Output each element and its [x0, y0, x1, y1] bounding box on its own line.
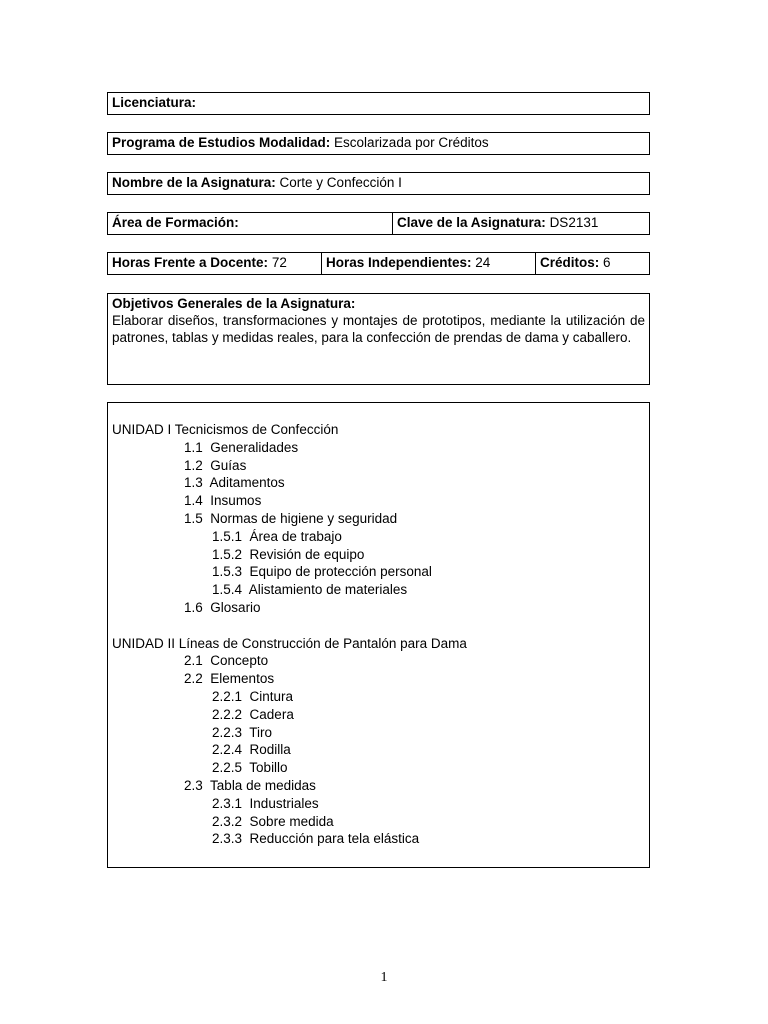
- creditos-value: 6: [603, 255, 611, 270]
- list-item: 1.2 Guías: [184, 457, 247, 473]
- list-subitem: 2.2.3 Tiro: [212, 724, 273, 740]
- list-item: 2.2 Elementos: [184, 671, 275, 687]
- horas-box: [107, 252, 650, 275]
- list-subitem: 1.5.2 Revisión de equipo: [212, 546, 365, 562]
- area-label: Área de Formación:: [112, 215, 239, 230]
- horas-docente-value: 72: [271, 255, 287, 270]
- programa-box: [107, 132, 650, 155]
- programa-label: Programa de Estudios Modalidad:: [112, 135, 331, 150]
- programa-cell: [108, 133, 649, 154]
- objetivos-box: [107, 293, 650, 385]
- list-item: 1.1 Generalidades: [184, 439, 299, 455]
- objetivos-title: Objetivos Generales de la Asignatura:: [112, 296, 356, 311]
- horas-docente-label: Horas Frente a Docente:: [112, 255, 269, 270]
- spacer: [112, 617, 645, 635]
- licenciatura-cell: [108, 93, 649, 114]
- list-item: 2.3 Tabla de medidas: [184, 777, 316, 793]
- list-item: 1.5 Normas de higiene y seguridad: [184, 510, 398, 526]
- list-subitem: 2.3.3 Reducción para tela elástica: [212, 831, 420, 847]
- asignatura-value: Corte y Confección I: [279, 175, 402, 190]
- unit-1-title: UNIDAD I Tecnicismos de Confección: [112, 422, 339, 437]
- clave-label: Clave de la Asignatura:: [397, 215, 546, 230]
- licenciatura-box: [107, 92, 650, 115]
- list-subitem: 2.3.2 Sobre medida: [212, 813, 334, 829]
- horas-indep-cell: [321, 253, 535, 274]
- units-box: [107, 402, 650, 868]
- list-subitem: 2.3.1 Industriales: [212, 795, 319, 811]
- objetivos-text: Elaborar diseños, transformaciones y montajes de prototipos, mediante la utilización de patrones, tablas y medidas reales, para la confección de prendas de dama y caballero.: [112, 313, 645, 345]
- creditos-label: Créditos:: [540, 255, 600, 270]
- unit-2-title: UNIDAD II Líneas de Construcción de Pantalón para Dama: [112, 635, 467, 651]
- asignatura-cell: [108, 173, 649, 194]
- list-subitem: 2.2.1 Cintura: [212, 688, 294, 704]
- clave-value: DS2131: [549, 215, 599, 230]
- clave-cell: [392, 213, 649, 234]
- list-subitem: 1.5.1 Área de trabajo: [212, 528, 342, 544]
- list-subitem: 1.5.4 Alistamiento de materiales: [212, 582, 408, 598]
- creditos-cell: [535, 253, 649, 274]
- list-item: 1.3 Aditamentos: [184, 475, 285, 491]
- area-box: [107, 212, 650, 235]
- list-subitem: 2.2.5 Tobillo: [212, 760, 288, 776]
- asignatura-label: Nombre de la Asignatura:: [112, 175, 276, 190]
- list-item: 2.1 Concepto: [184, 653, 269, 669]
- horas-indep-value: 24: [475, 255, 491, 270]
- page-number: 1: [380, 970, 388, 985]
- list-item: 1.4 Insumos: [184, 493, 262, 509]
- licenciatura-label: Licenciatura:: [112, 95, 197, 110]
- horas-docente-cell: [108, 253, 321, 274]
- programa-value: Escolarizada por Créditos: [334, 135, 489, 150]
- horas-indep-label: Horas Independientes:: [326, 255, 472, 270]
- list-subitem: 2.2.2 Cadera: [212, 706, 294, 722]
- list-subitem: 1.5.3 Equipo de protección personal: [212, 564, 432, 580]
- asignatura-box: [107, 172, 650, 195]
- list-subitem: 2.2.4 Rodilla: [212, 742, 291, 758]
- list-item: 1.6 Glosario: [184, 599, 261, 615]
- area-cell: [108, 213, 392, 234]
